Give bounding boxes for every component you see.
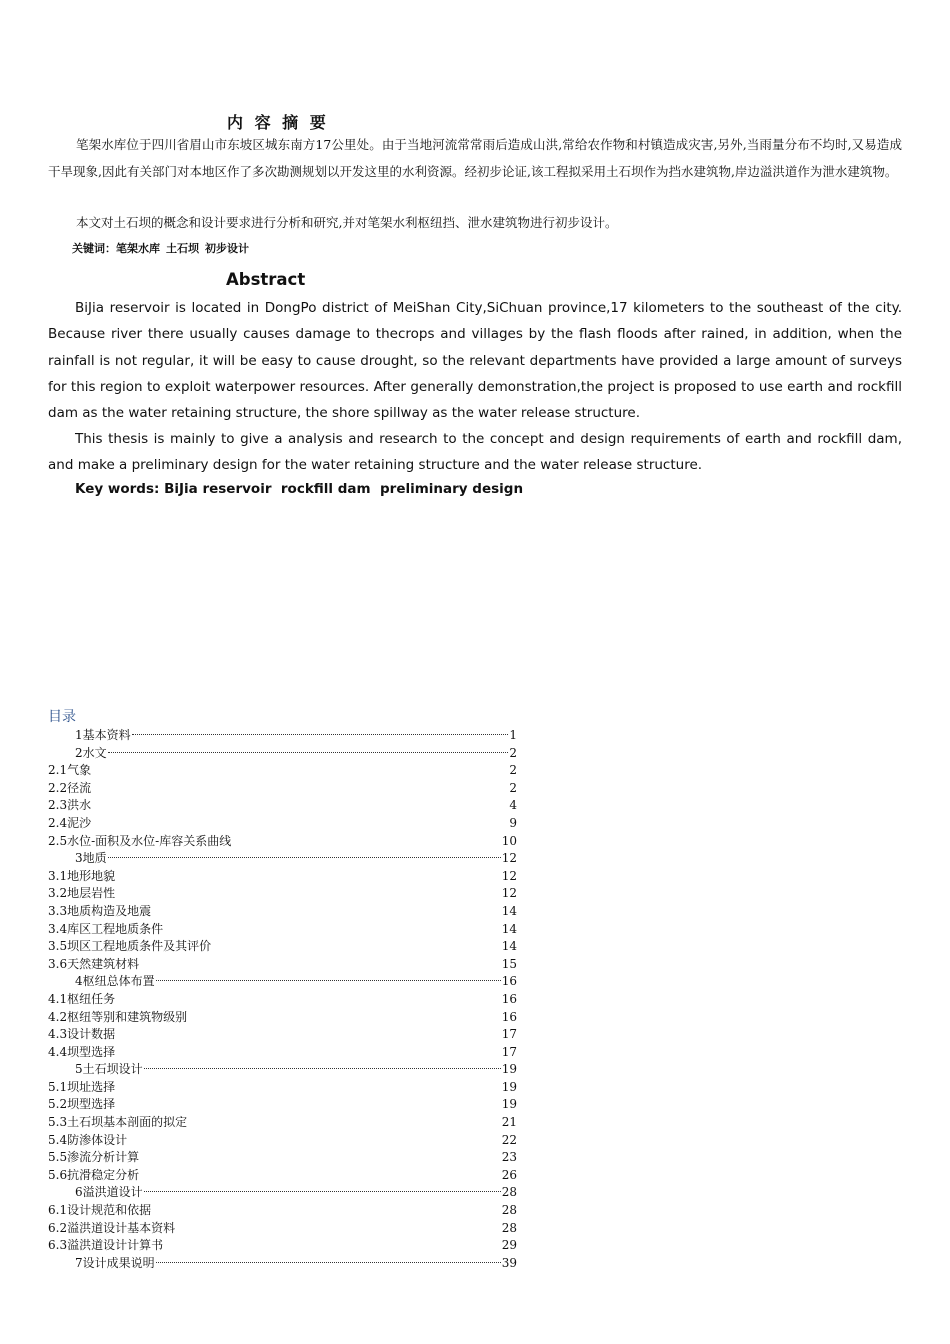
chinese-abstract-paragraph-1 xyxy=(48,132,902,185)
english-abstract-paragraph-1: BiJia reservoir is located in DongPo district of MeiShan City,SiChuan province,17 kilometers to the southeast of the city. Because river there usually causes damage to thecrops and villages by the flash floods after rained, in addition, when the rainfall is not regular, it will be easy to cause drought, so the relevant departments have provided a large amount of surveys for this region to exploit waterpower resources. After generally demonstration,the project is proposed to use earth and rockfill dam as the water retaining structure, the shore spillway as the water release structure. xyxy=(48,300,902,422)
toc-entry-page: 16 xyxy=(501,991,517,1006)
toc-entry-label: 2.3洪水 xyxy=(48,798,92,813)
toc-dot-leader xyxy=(156,980,501,981)
toc-section-entry[interactable] xyxy=(48,921,517,939)
toc-dot-leader xyxy=(156,1262,501,1263)
toc-entry-page: 2 xyxy=(509,780,517,795)
toc-entry-label: 2.5水位-面积及水位-库容关系曲线 xyxy=(48,833,232,848)
toc-title[interactable]: 目录 xyxy=(48,709,76,725)
toc-entry-page: 14 xyxy=(501,903,517,918)
toc-entry-page: 19 xyxy=(501,1097,517,1112)
toc-section-entry[interactable] xyxy=(48,1096,517,1114)
toc-section-entry[interactable] xyxy=(48,1079,517,1097)
toc-chapter-entry[interactable] xyxy=(48,745,517,763)
toc-section-entry[interactable] xyxy=(48,797,517,815)
toc-entry-label: 2.4泥沙 xyxy=(48,815,92,830)
toc-entry-page: 16 xyxy=(501,974,517,989)
toc-section-entry[interactable] xyxy=(48,1202,517,1220)
toc-entry-page: 2 xyxy=(509,745,517,760)
toc-entry-label: 6溢洪道设计 xyxy=(75,1185,143,1200)
toc-dot-leader xyxy=(132,734,509,735)
toc-entry-page: 22 xyxy=(501,1132,517,1147)
toc-entry-page: 19 xyxy=(501,1062,517,1077)
chinese-keyword: 土石坝 xyxy=(166,242,199,255)
toc-entry-page: 14 xyxy=(501,921,517,936)
toc-section-entry[interactable] xyxy=(48,1220,517,1238)
toc-entry-page: 1 xyxy=(509,728,517,742)
chinese-abstract-paragraph-2: 本文对土石坝的概念和设计要求进行分析和研究,并对笔架水利枢纽挡、泄水建筑物进行初步设计。 xyxy=(76,215,618,230)
toc-entry-label: 3.4库区工程地质条件 xyxy=(48,921,164,936)
toc-entry-page: 14 xyxy=(501,939,517,954)
toc-entry-label: 5.6抗滑稳定分析 xyxy=(48,1167,140,1182)
toc-entry-page: 12 xyxy=(501,886,517,901)
toc-entry-label: 6.3溢洪道设计计算书 xyxy=(48,1238,164,1253)
toc-entry-page: 28 xyxy=(501,1185,517,1200)
toc-section-entry[interactable] xyxy=(48,1044,517,1062)
toc-entry-label: 2.2径流 xyxy=(48,780,92,795)
toc-chapter-entry[interactable] xyxy=(48,973,517,991)
toc-entry-label: 6.2溢洪道设计基本资料 xyxy=(48,1220,176,1235)
toc-entry-page: 12 xyxy=(501,868,517,883)
toc-chapter-entry[interactable] xyxy=(48,1184,517,1202)
chinese-keyword: 初步设计 xyxy=(205,242,249,255)
toc-entry-label: 3.1地形地貌 xyxy=(48,868,116,883)
toc-entry-label: 3.3地质构造及地震 xyxy=(48,903,152,918)
toc-chapter-entry[interactable] xyxy=(48,1255,517,1273)
toc-entry-label: 5.1坝址选择 xyxy=(48,1079,116,1094)
reservoir-distance: 17公里处 xyxy=(315,137,370,152)
toc-entry-label: 7设计成果说明 xyxy=(75,1255,155,1270)
toc-section-entry[interactable] xyxy=(48,815,517,833)
toc-entry-label: 4.4坝型选择 xyxy=(48,1044,116,1059)
toc-entry-label: 3.2地层岩性 xyxy=(48,886,116,901)
toc-entry-page: 23 xyxy=(501,1150,517,1165)
toc-entry-label: 5.5渗流分析计算 xyxy=(48,1150,140,1165)
toc-section-entry[interactable] xyxy=(48,1237,517,1255)
toc-chapter-entry[interactable] xyxy=(48,1061,517,1079)
toc-entry-label: 5.4防渗体设计 xyxy=(48,1132,128,1147)
toc-section-entry[interactable] xyxy=(48,1114,517,1132)
toc-entry-page: 29 xyxy=(501,1238,517,1253)
toc-section-entry[interactable] xyxy=(48,833,517,851)
toc-entry-label: 4.1枢纽任务 xyxy=(48,991,116,1006)
toc-entry-page: 39 xyxy=(501,1255,517,1270)
toc-section-entry[interactable] xyxy=(48,868,517,886)
toc-entry-page: 15 xyxy=(501,956,517,971)
chinese-keywords xyxy=(72,240,255,256)
toc-section-entry[interactable] xyxy=(48,1167,517,1185)
toc-entry-page: 10 xyxy=(501,833,517,848)
toc-entry-page: 28 xyxy=(501,1203,517,1218)
toc-entry-page: 12 xyxy=(501,851,517,866)
toc-entry-label: 2.1气象 xyxy=(48,763,92,778)
toc-entry-label: 2水文 xyxy=(75,745,107,760)
english-abstract-paragraph-2: This thesis is mainly to give a analysis and research to the concept and design requirements of earth and rockfill dam, and make a preliminary design for the water retaining structure and the water release structure. xyxy=(48,431,902,474)
toc-entry-label: 3地质 xyxy=(75,851,107,866)
toc-entry-page: 21 xyxy=(501,1115,517,1130)
toc-entry-label: 3.5坝区工程地质条件及其评价 xyxy=(48,939,212,954)
toc-entry-page: 16 xyxy=(501,1009,517,1024)
english-abstract-title: Abstract xyxy=(226,270,306,289)
toc-entry-label: 6.1设计规范和依据 xyxy=(48,1203,152,1218)
toc-entry-page: 2 xyxy=(509,763,517,778)
toc-entry-page: 9 xyxy=(509,815,517,830)
toc-dot-leader xyxy=(144,1191,501,1192)
toc-section-entry[interactable] xyxy=(48,938,517,956)
toc-section-entry[interactable] xyxy=(48,885,517,903)
toc-section-entry[interactable] xyxy=(48,1132,517,1150)
reservoir-name: 笔架水库 xyxy=(76,137,127,152)
toc-section-entry[interactable] xyxy=(48,903,517,921)
toc-section-entry[interactable] xyxy=(48,1149,517,1167)
toc-dot-leader xyxy=(144,1068,501,1069)
toc-section-entry[interactable] xyxy=(48,780,517,798)
toc-entry-page: 4 xyxy=(509,798,517,813)
toc-chapter-entry[interactable] xyxy=(48,727,517,745)
english-keywords: Key words: BiJia reservoir rockfill dam preliminary design xyxy=(75,481,524,497)
chinese-keywords-label: 关键词：笔架水库 xyxy=(72,242,160,255)
toc-entry-label: 4.2枢纽等别和建筑物级别 xyxy=(48,1009,188,1024)
toc-entry-label: 1基本资料 xyxy=(75,728,131,742)
toc-entry-label: 3.6天然建筑材料 xyxy=(48,956,140,971)
toc-dot-leader xyxy=(108,752,509,753)
toc-entry-page: 17 xyxy=(501,1027,517,1042)
toc-section-entry[interactable] xyxy=(48,762,517,780)
toc-section-entry[interactable] xyxy=(48,1026,517,1044)
chinese-abstract-title: 内 容 摘 要 xyxy=(227,113,329,132)
toc-entry-label: 4枢纽总体布置 xyxy=(75,974,155,989)
toc-entry-label: 5.2坝型选择 xyxy=(48,1097,116,1112)
reservoir-location: 位于四川省眉山市东坡区城东南方 xyxy=(126,137,316,152)
toc-entry-label: 4.3设计数据 xyxy=(48,1027,116,1042)
chinese-abstract-paragraph-1-rest: 。由于当地河流常常雨后造成山洪,常给农作物和村镇造成灾害,另外,当雨量分布不均时,又易造成干旱现象,因此有关部门对本地区作了多次勘测规划以开发这里的水利资源。经初步论证,该工程拟采用土石坝作为挡水建筑物,岸边溢洪道作为泄水建筑物。 xyxy=(48,137,902,179)
toc-entry-page: 28 xyxy=(501,1220,517,1235)
toc-section-entry[interactable] xyxy=(48,991,517,1009)
toc-section-entry[interactable] xyxy=(48,1009,517,1027)
toc-entry-label: 5.3土石坝基本剖面的拟定 xyxy=(48,1115,188,1130)
toc-entry-page: 26 xyxy=(501,1167,517,1182)
toc-entry-page: 19 xyxy=(501,1079,517,1094)
toc-entry-page: 17 xyxy=(501,1044,517,1059)
table-of-contents xyxy=(48,727,517,1272)
toc-chapter-entry[interactable] xyxy=(48,850,517,868)
toc-entry-label: 5土石坝设计 xyxy=(75,1062,143,1077)
toc-section-entry[interactable] xyxy=(48,956,517,974)
toc-dot-leader xyxy=(108,857,501,858)
